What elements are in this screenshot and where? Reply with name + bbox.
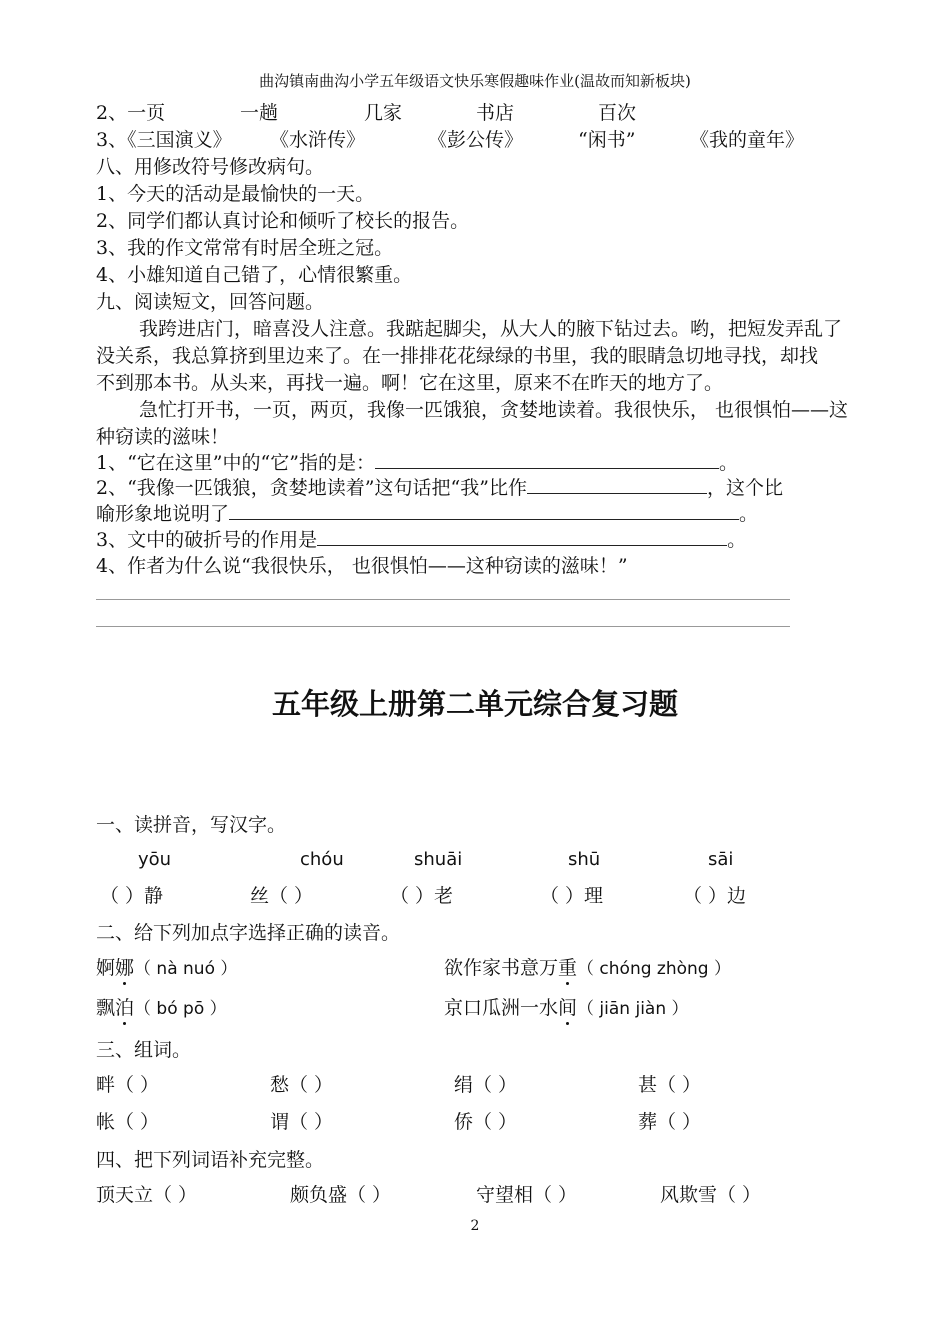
row3-item: 《彭公传》 (428, 129, 524, 151)
q8-item: 4、小雄知道自己错了，心情很繁重。 (96, 264, 413, 286)
row2-item: 几家 (364, 102, 403, 124)
passage-line: 种窃读的滋味！ (96, 426, 230, 448)
answer-blank[interactable] (229, 502, 739, 520)
section-3-title: 三、组词。 (96, 1039, 192, 1061)
options: （ bó pō ） (134, 999, 227, 1019)
q8-item: 2、同学们都认真讨论和倾听了校长的报告。 (96, 210, 470, 232)
row3-item: 3、《三国演义》 (96, 129, 232, 151)
question-3 (96, 528, 746, 552)
question-text: 3、文中的破折号的作用是 (96, 529, 318, 551)
word: 欲作家书意万 (444, 957, 559, 979)
answer-blank[interactable] (375, 451, 719, 469)
punct: 。 (727, 529, 747, 551)
row2-item: 百次 (598, 102, 637, 124)
fill-blank[interactable]: （ ）静 (100, 885, 164, 907)
word: 婀 (96, 957, 116, 979)
passage-line: 急忙打开书，一页，两页，我像一匹饿狼，贪婪地读着。我很快乐， 也很惧怕——这 (139, 399, 849, 421)
idiom-blank[interactable]: 守望相（ ） (476, 1184, 578, 1206)
question-text: ，这个比 (706, 477, 783, 499)
word: 京口瓜洲一水 (444, 997, 559, 1019)
word-group-blank[interactable]: 甚（ ） (638, 1074, 702, 1096)
pinyin: yōu (138, 849, 172, 870)
row3-item: 《水浒传》 (270, 129, 366, 151)
pronunciation-item[interactable] (444, 996, 689, 1021)
word-group-blank[interactable]: 葬（ ） (638, 1111, 702, 1133)
pinyin: chóu (300, 849, 344, 870)
fill-blank[interactable]: 丝（ ） (250, 885, 314, 907)
word-group-blank[interactable]: 愁（ ） (270, 1074, 334, 1096)
word-group-blank[interactable]: 侨（ ） (454, 1111, 518, 1133)
word: 飘 (96, 997, 116, 1019)
page-title: 五年级上册第二单元综合复习题 (271, 687, 678, 721)
page-header: 曲沟镇南曲沟小学五年级语文快乐寒假趣味作业(温故而知新板块) (259, 72, 691, 90)
question-4: 4、作者为什么说“我很快乐， 也很惧怕——这种窃读的滋味！” (96, 555, 628, 577)
pinyin: shū (568, 849, 601, 870)
row3-item: “闲书” (578, 129, 636, 151)
row2-item: 书店 (476, 102, 515, 124)
word-group-blank[interactable]: 谓（ ） (270, 1111, 334, 1133)
q9-title: 九、阅读短文，回答问题。 (96, 291, 325, 313)
question-text: 2、“我像一匹饿狼，贪婪地读着”这句话把“我”比作 (96, 477, 527, 499)
row2-item: 2、一页 (96, 102, 166, 124)
options: （ nà nuó ） (134, 959, 238, 979)
question-2-cont (96, 502, 758, 526)
section-4-title: 四、把下列词语补充完整。 (96, 1149, 325, 1171)
pronunciation-item[interactable] (444, 956, 731, 981)
question-text: 1、“它在这里”中的“它”指的是： (96, 452, 375, 474)
punct: 。 (739, 503, 759, 525)
word-group-blank[interactable]: 畔（ ） (96, 1074, 160, 1096)
answer-line[interactable] (96, 599, 790, 600)
pinyin: shuāi (414, 849, 463, 870)
q8-title: 八、用修改符号修改病句。 (96, 156, 325, 178)
idiom-blank[interactable]: 顶天立（ ） (96, 1184, 198, 1206)
options: （ chóng zhòng ） (577, 959, 731, 979)
fill-blank[interactable]: （ ）边 (683, 885, 747, 907)
q8-item: 1、今天的活动是最愉快的一天。 (96, 183, 375, 205)
dotted-char: 娜 (115, 957, 135, 979)
passage-line: 没关系，我总算挤到里边来了。在一排排花花绿绿的书里，我的眼睛急切地寻找，却找 (96, 345, 819, 367)
options: （ jiān jiàn ） (577, 999, 689, 1019)
row3-item: 《我的童年》 (690, 129, 805, 151)
dotted-char: 间 (558, 997, 578, 1019)
dotted-char: 重 (558, 957, 578, 979)
fill-blank[interactable]: （ ）老 (390, 885, 454, 907)
punct: 。 (718, 452, 738, 474)
dotted-char: 泊 (115, 997, 135, 1019)
question-2 (96, 476, 783, 500)
section-1-title: 一、读拼音，写汉字。 (96, 814, 287, 836)
row2-item: 一趟 (240, 102, 279, 124)
answer-line[interactable] (96, 626, 790, 627)
word-group-blank[interactable]: 帐（ ） (96, 1111, 160, 1133)
pinyin: sāi (708, 849, 734, 870)
word-group-blank[interactable]: 绢（ ） (454, 1074, 518, 1096)
passage-line: 我跨进店门，暗喜没人注意。我踮起脚尖，从大人的腋下钻过去。哟，把短发弄乱了 (139, 318, 843, 340)
pronunciation-item[interactable] (96, 996, 227, 1021)
fill-blank[interactable]: （ ）理 (540, 885, 604, 907)
answer-blank[interactable] (317, 528, 727, 546)
page-number: 2 (470, 1218, 480, 1234)
answer-blank[interactable] (527, 476, 707, 494)
idiom-blank[interactable]: 风欺雪（ ） (660, 1184, 762, 1206)
pronunciation-item[interactable] (96, 956, 237, 981)
question-text: 喻形象地说明了 (96, 503, 230, 525)
idiom-blank[interactable]: 颇负盛（ ） (290, 1184, 392, 1206)
passage-line: 不到那本书。从头来，再找一遍。啊！它在这里，原来不在昨天的地方了。 (96, 372, 724, 394)
q8-item: 3、我的作文常常有时居全班之冠。 (96, 237, 394, 259)
section-2-title: 二、给下列加点字选择正确的读音。 (96, 922, 401, 944)
question-1 (96, 451, 738, 475)
